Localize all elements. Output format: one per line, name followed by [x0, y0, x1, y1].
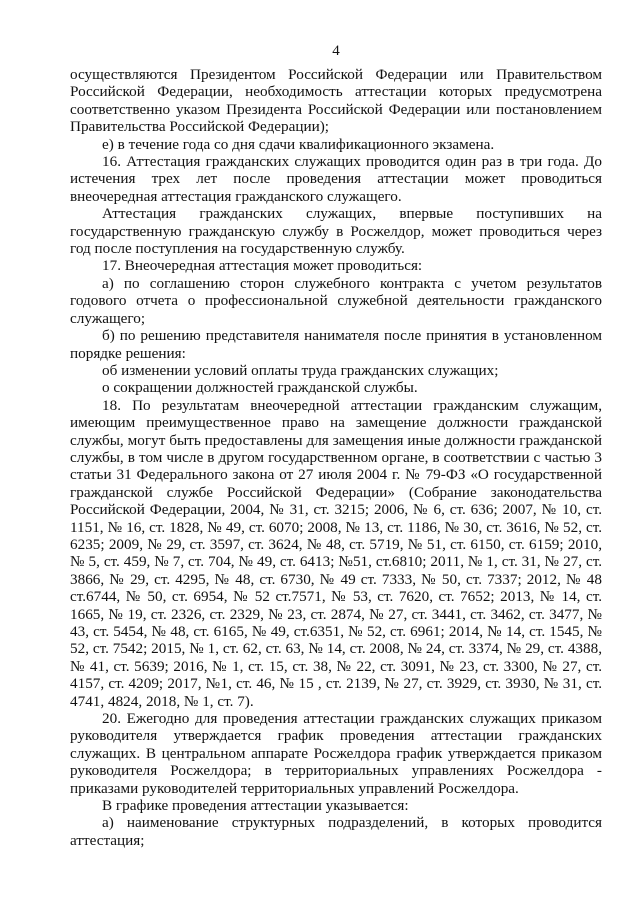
paragraph-16: 16. Аттестация гражданских служащих проводится один раз в три года. До истечения трех лет после проведения аттестации может проводиться внеочередная аттестация гражданского служащего. — [70, 153, 602, 205]
paragraph-item-e: е) в течение года со дня сдачи квалификационного экзамена. — [102, 135, 495, 153]
page-number: 4 — [332, 43, 340, 59]
paragraph-schedule-intro: В графике проведения аттестации указывается: — [102, 797, 409, 815]
paragraph-17-reduction: о сокращении должностей гражданской службы. — [102, 379, 418, 397]
paragraph-17-item-b: б) по решению представителя нанимателя после принятия в установленном порядке решения: — [70, 327, 602, 362]
paragraph-schedule-item-a: а) наименование структурных подразделений, в которых проводится аттестация; — [70, 814, 602, 849]
paragraph-18: 18. По результатам внеочередной аттестации гражданским служащим, имеющим преимущественное право на замещение должности гражданской службы, могут быть предоставлены для замещения иные должности гражданской службы, в том числе в другом государственном органе, в соответствии с частью 3 статьи 31 Федерального закона от 27 июля 2004 г. № 79-ФЗ «О государственной гражданской службе Российской Федерации» (Собрание законодательства Российской Федерации, 2004, № 31, ст. 3215; 2006, № 6, ст. 636; 2007, № 10, ст. 1151, № 16, ст. 1828, № 49, ст. 6070; 2008, № 13, ст. 1186, № 30, ст. 3616, № 52, ст. 6235; 2009, № 29, ст. 3597, ст. 3624, № 48, ст. 5719, № 51, ст. 6150, ст. 6159; 2010, № 5, ст. 459, № 7, ст. 704, № 49, ст. 6413; №51, ст.6810; 2011, № 1, ст. 31, № 27, ст. 3866, № 29, ст. 4295, № 48, ст. 6730, № 49 ст. 7333, № 50, ст. 7337; 2012, № 48 ст.6744, № 50, ст. 6954, № 52 ст.7571, № 53, ст. 7620, ст. 7652; 2013, № 14, ст. 1665, № 19, ст. 2326, ст. 2329, № 23, ст. 2874, № 27, ст. 3441, ст. 3462, ст. 3477, № 43, ст. 5454, № 48, ст. 6165, № 49, ст.6351, № 52, ст. 6961; 2014, № 14, ст. 1545, № 52, ст. 7542; 2015, № 1, ст. 62, ст. 63, № 14, ст. 2008, № 24, ст. 3374, № 29, ст. 4388, № 41, ст. 5639; 2016, № 1, ст. 15, ст. 38, № 22, ст. 3091, № 23, ст. 3300, № 27, ст. 4157, ст. 4209; 2017, №1, ст. 46, № 15 , ст. 2139, № 27, ст. 3929, ст. 3930, № 31, ст. 4741, 4824, 2018, № 1, ст. 7). — [70, 396, 602, 710]
paragraph-continuation: осуществляются Президентом Российской Федерации или Правительством Российской Федерации, необходимость аттестации которых предусмотрена соответственно указом Президента Российской Федерации или постановлением Правительства Российской Федерации); — [70, 66, 602, 136]
paragraph-17-pay-change: об изменении условий оплаты труда гражданских служащих; — [102, 361, 499, 379]
paragraph-16-first-entry: Аттестация гражданских служащих, впервые поступивших на государственную гражданскую службу в Росжелдор, может проводиться через год после поступления на государственную службу. — [70, 205, 602, 258]
paragraph-20: 20. Ежегодно для проведения аттестации гражданских служащих приказом руководителя утверждается график проведения аттестации гражданских служащих. В центральном аппарате Росжелдора график утверждается приказом руководителя Росжелдора; в территориальных управлениях Росжелдора - приказами руководителей территориальных управлений Росжелдора. — [70, 710, 602, 797]
paragraph-17: 17. Внеочередная аттестация может проводиться: — [102, 257, 423, 275]
paragraph-17-item-a: а) по соглашению сторон служебного контракта с учетом результатов годового отчета о профессиональной служебной деятельности гражданского служащего; — [70, 274, 602, 327]
